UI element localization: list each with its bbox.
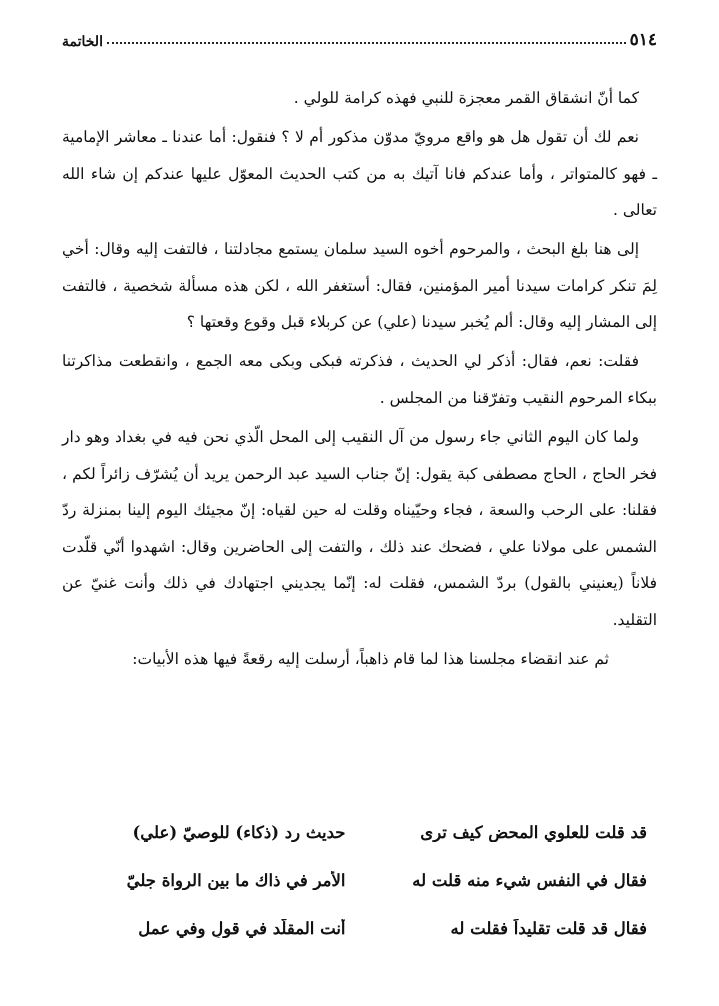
poem-verse: [62, 904, 657, 952]
header-dotted-leader: [107, 41, 626, 44]
verse-second-hemistich: أنت المقلّد في قولٍ وفي عمل: [138, 918, 346, 938]
body-text: [62, 80, 657, 677]
verse-first-hemistich: فقال قد قلت تقليداً فقلت له: [450, 918, 647, 938]
verse-first-hemistich: فقال في النفس شيء منه قلت له: [412, 870, 647, 890]
chapter-title: الخاتمة: [62, 34, 103, 50]
poem-intro: ثم عند انقضاء مجلسنا هذا لما قام ذاهباً، أرسلت إليه رقعةً فيها هذه الأبيات:: [132, 649, 609, 668]
verse-second-hemistich: حديث رد (ذكاء) للوصيّ (علي): [132, 822, 346, 842]
paragraph: نعم لك أن تقول هل هو واقع مرويّ مدوّن مذكور أم لا ؟ فنقول: أما عندنا ـ معاشر الإمامية ـ فهو كالمتواتر ، وأما عندكم فانا آتيك به من كتب الحديث المعوّل عليها عندكم إن شاء الله تعالى .: [62, 127, 657, 220]
running-header: [62, 20, 657, 50]
poem-verse: [62, 808, 657, 856]
paragraph: كما أنّ انشقاق القمر معجزة للنبي فهذه كرامة للولي .: [293, 89, 639, 107]
paragraph: فقلت: نعم، فقال: أذكر لي الحديث ، فذكرته فبكى وبكى معه الجمع ، وانقطعت مذاكرتنا ببكاء المرحوم النقيب وتفرّقنا من المجلس .: [62, 352, 657, 407]
verse-second-hemistich: الأمر في ذاك ما بين الرواة جليّ: [126, 870, 346, 890]
paragraph: ولما كان اليوم الثاني جاء رسول من آل النقيب إلى المحل الّذي نحن فيه في بغداد وهو دار فخر الحاج ، الحاج مصطفى كبة يقول: إنّ جناب السيد عبد الرحمن يريد أن يُشرّف زائراً لكم ، فقلنا: على الرحب والسعة ، فجاء وحيّيناه وقلت له حين لقياه: إنّ مجيئك اليوم إلينا بمنزلة ردّ الشمس على مولانا علي ، فضحك عند ذلك ، والتفت إلى الحاضرين وقال: اشهدوا أنّي قلّدت فلاناً (يعنيني بالقول) بردّ الشمس، فقلت له: إنّما يجديني اجتهادك في ذلك وأنت غنيّ عن التقليد.: [62, 427, 657, 629]
verse-first-hemistich: قد قلت للعلوي المحض كيف ترى: [420, 822, 647, 842]
paragraph: إلى هنا بلغ البحث ، والمرحوم أخوه السيد سلمان يستمع مجادلتنا ، فالتفت إليه وقال: أخي لِمَ تنكر كرامات سيدنا أمير المؤمنين، فقال: أستغفر الله ، لكن هذه مسألة شخصية ، فالتفت إلى المشار إليه وقال: ألم يُخبر سيدنا (علي) عن كربلاء قبل وقوع وقعتها ؟: [62, 240, 657, 332]
page-number: ٥١٤: [629, 30, 657, 50]
poem: [62, 808, 657, 952]
poem-verse: [62, 856, 657, 904]
